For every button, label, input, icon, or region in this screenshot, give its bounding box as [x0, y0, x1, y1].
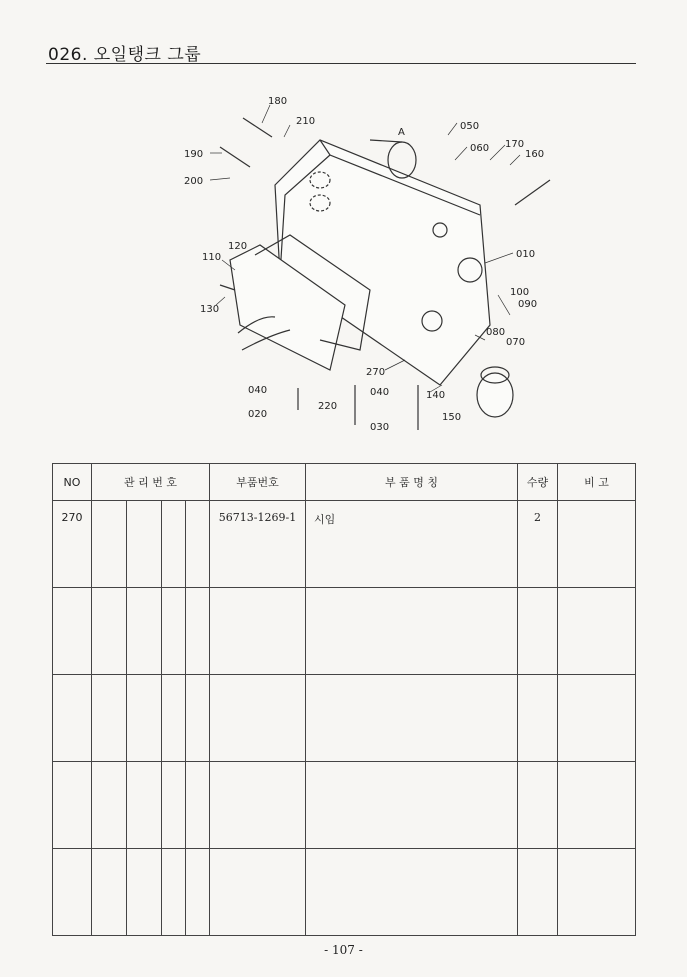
cell-part-name: 시임 [306, 501, 518, 588]
cell-mgmt [162, 762, 186, 849]
cell-note [558, 501, 636, 588]
cell-mgmt [162, 501, 186, 588]
cell-mgmt [92, 588, 127, 675]
table-header-row [53, 464, 636, 501]
callout-210: 210 [296, 116, 316, 127]
cell-mgmt [92, 849, 127, 936]
callout-150: 150 [442, 412, 462, 423]
cell-no: 270 [53, 501, 92, 588]
cell-note [558, 588, 636, 675]
callout-010: 010 [516, 249, 536, 260]
cell-part-no [210, 762, 306, 849]
table-row [53, 501, 636, 588]
callout-200: 200 [184, 176, 204, 187]
cell-mgmt [162, 675, 186, 762]
cell-part-name [306, 849, 518, 936]
cell-part-no [210, 675, 306, 762]
callout-020: 020 [248, 409, 268, 420]
callout-090: 090 [518, 299, 538, 310]
cell-mgmt [92, 762, 127, 849]
callout-100: 100 [510, 287, 530, 298]
callout-030: 030 [370, 422, 390, 433]
cell-no [53, 675, 92, 762]
callout-070: 070 [506, 337, 526, 348]
header-mgmt-no: 관 리 번 호 [92, 464, 210, 501]
callout-180: 180 [268, 96, 288, 107]
table-row [53, 588, 636, 675]
cell-mgmt [127, 849, 162, 936]
cell-mgmt [127, 675, 162, 762]
header-part-name: 부 품 명 칭 [306, 464, 518, 501]
cell-mgmt [186, 849, 210, 936]
callout-060: 060 [470, 143, 490, 154]
cell-mgmt [186, 675, 210, 762]
table-row [53, 675, 636, 762]
cell-note [558, 762, 636, 849]
title-divider [46, 63, 636, 64]
callout-040-right: 040 [370, 387, 390, 398]
cell-part-name [306, 588, 518, 675]
callout-110: 110 [202, 252, 222, 263]
cell-no [53, 588, 92, 675]
callout-190: 190 [184, 149, 204, 160]
oil-filter-150 [477, 373, 513, 417]
page-title: 026. 오일탱크 그룹 [48, 45, 202, 65]
cell-part-name [306, 675, 518, 762]
parts-table [52, 463, 636, 936]
callout-130: 130 [200, 304, 220, 315]
cell-mgmt [92, 675, 127, 762]
exploded-parts-diagram [180, 85, 580, 445]
cell-note [558, 849, 636, 936]
header-note: 비 고 [558, 464, 636, 501]
callout-220: 220 [318, 401, 338, 412]
cell-mgmt [186, 588, 210, 675]
cell-mgmt [186, 501, 210, 588]
cell-mgmt [127, 588, 162, 675]
cell-qty [518, 762, 558, 849]
pipe-160 [515, 180, 550, 205]
header-part-no: 부품번호 [210, 464, 306, 501]
cell-mgmt [127, 501, 162, 588]
cell-mgmt [162, 849, 186, 936]
callout-040-left: 040 [248, 385, 268, 396]
cell-no [53, 849, 92, 936]
callout-270: 270 [366, 367, 386, 378]
cell-no [53, 762, 92, 849]
cell-mgmt [127, 762, 162, 849]
header-no: NO [53, 464, 92, 501]
cap-a [388, 142, 416, 178]
cell-mgmt [92, 501, 127, 588]
cell-part-no [210, 849, 306, 936]
bolt-190 [220, 147, 250, 167]
callout-a: A [398, 127, 405, 138]
page-number: - 107 - [324, 943, 363, 957]
callout-170: 170 [505, 139, 525, 150]
cell-note [558, 675, 636, 762]
cell-mgmt [162, 588, 186, 675]
callout-120: 120 [228, 241, 248, 252]
cell-part-no: 56713-1269-1 [210, 501, 306, 588]
diagram-svg [180, 85, 580, 445]
cell-qty: 2 [518, 501, 558, 588]
cell-mgmt [186, 762, 210, 849]
callout-160: 160 [525, 149, 545, 160]
cell-qty [518, 588, 558, 675]
cell-qty [518, 675, 558, 762]
callout-140: 140 [426, 390, 446, 401]
bolt-180 [243, 118, 272, 137]
header-qty: 수량 [518, 464, 558, 501]
table-row [53, 762, 636, 849]
cell-part-name [306, 762, 518, 849]
callout-080: 080 [486, 327, 506, 338]
callout-050: 050 [460, 121, 480, 132]
cell-part-no [210, 588, 306, 675]
table-row [53, 849, 636, 936]
cell-qty [518, 849, 558, 936]
